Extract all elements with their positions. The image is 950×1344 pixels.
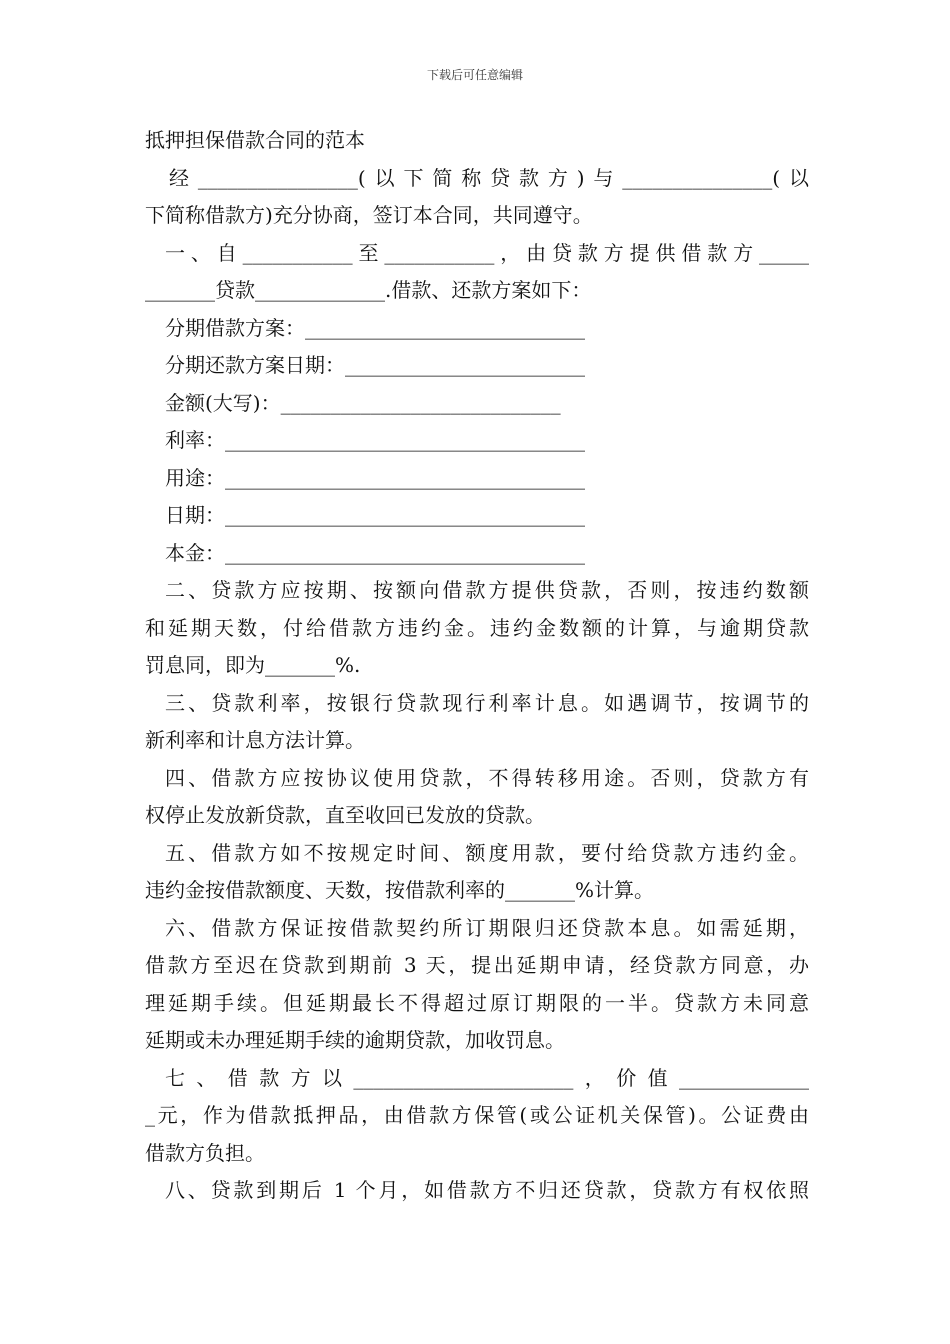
contract-line: 日期：____________________________________ <box>165 503 585 527</box>
contract-line: 六、借款方保证按借款契约所订期限归还贷款本息。如需延期， <box>165 915 809 940</box>
contract-body <box>145 122 809 1210</box>
contract-line: 违约金按借款额度、天数，按借款利率的_______%计算。 <box>145 878 655 902</box>
contract-line: 一、自___________至___________，由贷款方提供借款方_____ <box>165 240 809 265</box>
contract-line: 四、借款方应按协议使用贷款，不得转移用途。否则，贷款方有 <box>165 765 809 790</box>
contract-line: 新利率和计息方法计算。 <box>145 728 365 752</box>
contract-line: 借款方负担。 <box>145 1140 265 1165</box>
contract-line: 八、贷款到期后 1 个月，如借款方不归还贷款，贷款方有权依照 <box>165 1178 809 1202</box>
contract-line: 利率：____________________________________ <box>165 428 585 452</box>
contract-line: 借款方至迟在贷款到期前 3 天，提出延期申请，经贷款方同意，办 <box>145 953 809 977</box>
contract-line: 和延期天数，付给借款方违约金。违约金数额的计算，与逾期贷款 <box>145 615 809 640</box>
contract-line: 下简称借款方)充分协商，签订本合同，共同遵守。 <box>145 203 593 227</box>
contract-line: 罚息同，即为_______%. <box>145 653 361 677</box>
contract-line: 三、贷款利率，按银行贷款现行利率计息。如遇调节，按调节的 <box>165 690 809 715</box>
contract-line: _元，作为借款抵押品，由借款方保管(或公证机关保管)。公证费由 <box>145 1103 809 1127</box>
contract-line: 五、借款方如不按规定时间、额度用款，要付给贷款方违约金。 <box>165 840 809 865</box>
page-header-note: 下载后可任意编辑 <box>426 68 523 82</box>
contract-line: 分期还款方案日期：________________________ <box>165 353 585 377</box>
contract-line: 理延期手续。但延期最长不得超过原订期限的一半。贷款方未同意 <box>145 990 809 1015</box>
contract-line: 七、借款方以______________________，价值_____________ <box>165 1065 809 1090</box>
contract-line: 分期借款方案：____________________________ <box>165 315 585 340</box>
document-title: 抵押担保借款合同的范本 <box>145 128 365 152</box>
contract-line: 经________________(以下简称贷款方)与_______________(以 <box>169 165 809 190</box>
contract-line: 二、贷款方应按期、按额向借款方提供贷款，否则，按违约数额 <box>165 578 809 602</box>
contract-line: 权停止发放新贷款，直至收回已发放的贷款。 <box>145 803 545 827</box>
contract-line: 本金：____________________________________ <box>165 540 585 565</box>
contract-line: _______贷款_____________.借款、还款方案如下： <box>145 278 592 302</box>
contract-line: 延期或未办理延期手续的逾期贷款，加收罚息。 <box>145 1028 565 1052</box>
contract-line: 用途：____________________________________ <box>165 465 585 490</box>
contract-lines <box>145 160 809 1210</box>
contract-line: 金额(大写)：____________________________ <box>165 390 561 415</box>
